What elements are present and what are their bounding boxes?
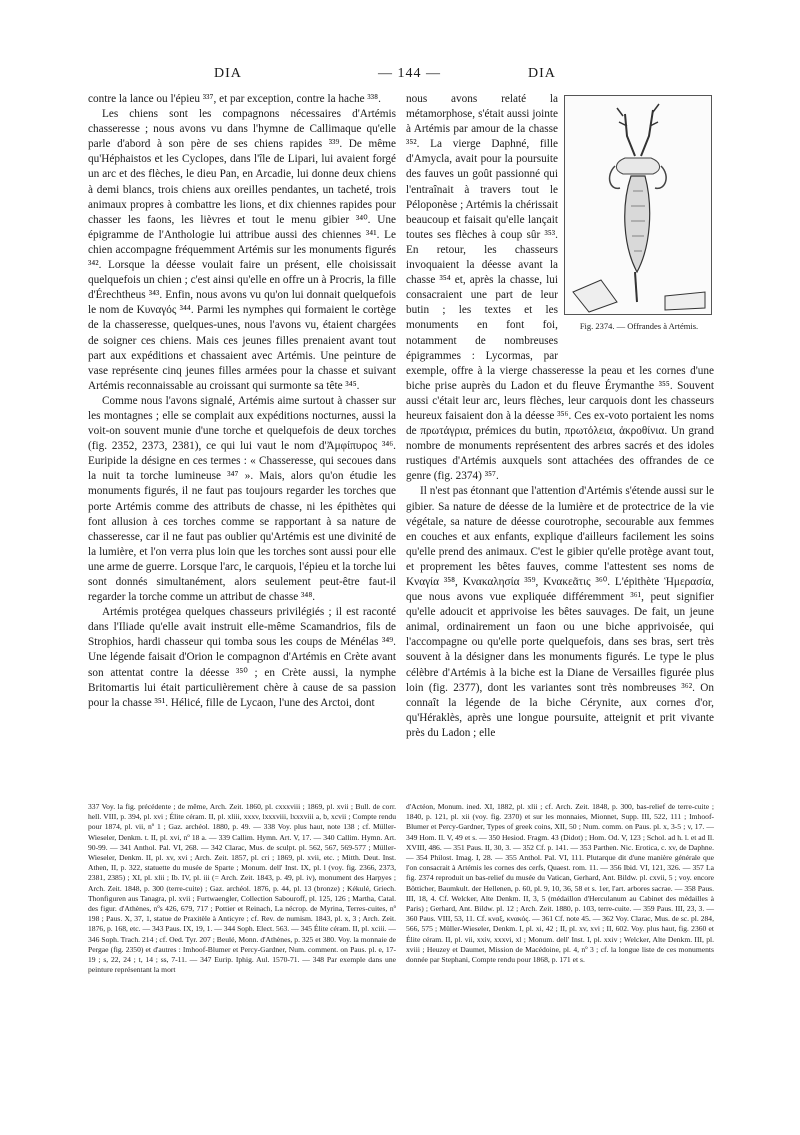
paragraph: Il n'est pas étonnant que l'attention d'Artémis s'étende aussi sur le gibier. Sa nature de déesse de la lumière et de protectrice de la vie végétale, sa nature de déesse courotrophe, secourable aux femmes en couches et aux enfants, explique d'ailleurs facilement les soins qu'elle prend des animaux. C'est le gibier qu'elle protège avant tout, et proprement les bêtes fauves, comme l'attestent ses noms de Κναγία ³⁵⁸, Κνακαλησία ³⁵⁹, Κνακεᾶτις ³⁶⁰. L'épithète Ἡμερασία, que nous avons vue expliquée différemment ³⁶¹, peut signifier qu'elle adoucit et apprivoise les bêtes sauvages. De fait, un jeune animal, ordinairement un faon ou une biche apprivoisée, qui l'accompagne ou qu'elle porte quelquefois, dans ses bras, sert très souvent à la désigner dans les monuments figurés. Le type le plus célèbre d'Artémis à la biche est la Diane de Versailles figurée plus loin (fig. 2377), dont les variantes sont très nombreuses ³⁶². On connaît la légende de la biche Cérynite, aux cornes d'or, qu'Héraklès, après une longue poursuite, atteignit et prit vivante près du Ladon ; elle — [406, 485, 714, 739]
figure-image — [564, 95, 712, 315]
paragraph: nous avons relaté la métamorphose, s'était aussi jointe à Artémis par amour de la chasse ³⁵². La vierge Daphné, fille d'Amycla, avait pour la poursuite des fauves un goût passionné qui l'entraînait à travers tout le Péloponèse ; Artémis la chérissait beaucoup et faisait qu'elle lançait toutes ses flèches à coup sûr ³⁵³. En retour, les chasseurs invoquaient la déesse avant la chasse ³⁵⁴ et, après la chasse, lui consacraient une part de leur butin ; les textes et les monuments en font foi, notamment de nombreuses épigrammes : Lycormas, par exemple, offre à la vierge chasseresse la peau et les cornes d'une biche prise auprès du Ladon et du fleuve Érymanthe ³⁵⁵. Souvent aussi c'était leur arc, leurs flèches, leur carquois dont les chasseurs heureux faisaient don à la déesse ³⁵⁶. Ces ex-voto portaient les noms de πρωτάγρια, prémices du butin, πρωτόλεια, ἀκροθίνια. Un grand nombre de monuments représentent des arbres sacrés et des idoles rustiques d'Artémis auxquels sont attachées des offrandes de ce genre (fig. 2374) ³⁵⁷. — [406, 93, 714, 483]
running-head — [88, 62, 714, 86]
offerings-illustration-icon — [565, 96, 711, 314]
footnotes-left: 337 Voy. la fig. précédente ; de même, Arch. Zeit. 1860, pl. cxxxviii ; 1869, pl. xvii ; Bull. de corr. hell. VIII, p. 394, pl. xvi ; Élite céram. II, pl. xliii, xxxv, lxxxviii, lxxxviii a, b, xcvii ; Compte rendu pour 1874, pl. vii, nº 1 ; Gaz. archéol. 1880, p. 49. — 338 Voy. plus haut, note 138 ; cf. Müller-Wieseler, Denkm. t. II, pl. xvi, nº 18 a. — 339 Callim. Hymn. Art. V, 17. — 340 Callim. Hymn. Art. 90-99. — 341 Anthol. Pal. VI, 268. — 342 Clarac, Mus. de sculpt. pl. 562, 567, 569-577 ; Müller-Wieseler, Denkm. II, pl. xv, xvi ; Arch. Zeit. 1857, pl. cri ; 1869, pl. xvii, etc. ; Mitth. Deut. Inst. Athen, II, p. 322, statuette du musée de Sparte ; Monum. dell' Inst. IX, pl. l (voy. fig. 2366, 2373, 2381, 2385) ; XI, pl. xlii ; Ib. IV, pl. iii (= Arch. Zeit. 1843, p. 49, pl. iv), monument des Harpyes ; Arch. Zeit. 1848, p. 300 (terre-cuite) ; Gaz. archéol. 1876, p. 44, pl. 13 (bronze) ; Kékulé, Griech. Thonfiguren aus Tanagra, pl. xvii ; Furtwaengler, Collection Sabouroff, pl. 125, 126 ; Martha, Catal. des figur. d'Athènes, nºs 426, 679, 717 ; Pottier et Reinach, La nécrop. de Myrina, Terres-cuites, nº 198 ; Paus. X, 37, 1, statue de Praxitèle à Anticyre ; cf. Rev. de numism. 1843, pl. x, 3 ; Arch. Zeit. 1876, p. 168, etc. — 343 Paus. IX, 19, 1. — 344 Soph. Elect. 563. — 345 Élite céram. II, pl. xciii. — 346 Soph. Trach. 214 ; cf. Oed. Tyr. 207 ; Beulé, Monn. d'Athènes, p. 325 et 380. Voy. la monnaie de Pergae (fig. 2350) et d'autres : Imhoof-Blumer et Percy-Gardner, Num. comment. on Paus. pl. e, 17-19 ; s, 22, 24 ; t, 14 ; ss, 7-11. — 347 Eurip. Iphig. Aul. 1570-71. — 348 Par exemple dans une peinture représentant la mort — [88, 802, 396, 975]
running-head-right: DIA — [528, 66, 556, 81]
paragraph: Comme nous l'avons signalé, Artémis aime surtout à chasser sur les montagnes ; elle se complait aux expéditions nocturnes, aussi la voit-on souvent munie d'une torche et quelquefois de deux torches (fig. 2352, 2373, 2381), ce qui lui vaut le nom d'Ἀμφίπυρος ³⁴⁶. Euripide la désigne en ces termes : « Chasseresse, qui secoues dans la nuit ta torche lumineuse ³⁴⁷ ». Mais, alors qu'on étudie les monuments figurés, il ne faut pas toujours regarder les torches que porte Artémis comme des attributs de chasse, ni les épithètes qui font allusion à ces torches comme se rapportant à sa nature de chasseresse, car il ne faut pas oublier qu'Artémis est une divinité de la lumière, et l'on verra plus loin que les torches sont aussi pour elle une arme de guerre. Lorsque l'arc, le carquois, l'épieu et la torche lui sont donnés simultanément, alors seulement peut-être faut-il regarder la torche comme un attribut de chasse ³⁴⁸. — [88, 394, 396, 604]
paragraph: Artémis protégea quelques chasseurs privilégiés ; il est raconté dans l'Iliade qu'elle avait instruit elle-même Scamandrios, fils de Strophios, hardi chasseur qui tomba sous les coups de Ménélas ³⁴⁹. Une légende faisait d'Orion le compagnon d'Artémis en Crète avant son attentat contre la déesse ³⁵⁰ ; en Crète aussi, la nymphe Britomartis lui était particulièrement chère à cause de sa passion pour la chasse ³⁵¹. Hélicé, fille de Lycaon, l'une des Arctoi, dont — [88, 606, 396, 709]
paragraph: Les chiens sont les compagnons nécessaires d'Artémis chasseresse ; nous avons vu dans l'hymne de Callimaque qu'elle parle d'abord à son père de ses chiens rapides ³³⁹. De même qu'Héphaistos et les Cyclopes, dans l'île de Lipari, lui avaient forgé un arc et des flèches, le dieu Pan, en Arcadie, lui donne deux chiens à demi blancs, trois chiens aux oreilles pendantes, un tacheté, trois animaux propres à combattre les lions, et dix chiennes rapides pour chasser les faons, les lièvres et tout le menu gibier ³⁴⁰. Une épigramme de l'Anthologie lui attribue aussi des chiennes ³⁴¹. Le chien accompagne fréquemment Artémis sur les monuments figurés ³⁴². Lorsque la déesse voulait faire un présent, elle choisissait quelquefois un chien ; c'est ainsi qu'elle en offre un à Procris, la fille d'Érechtheus ³⁴³. Enfin, nous avons vu qu'on lui donnait quelquefois le nom de Κυναγός ³⁴⁴. Parmi les nymphes qui formaient le cortège de la chasseresse, quelques-unes, nous l'avons vu, étaient chargées de soigner ces chiens. Mais ces jeunes filles prenaient avant tout part aux expéditions et chassaient avec Artémis. Une peinture de vase représente cinq jeunes filles armées pour la chasse et suivant Artémis reconnaissable au croissant qui surmonte sa tête ³⁴⁵. — [88, 108, 396, 392]
column-right — [406, 92, 714, 741]
page-number: — 144 — — [378, 66, 441, 81]
running-head-left: DIA — [214, 66, 242, 81]
figure-2374 — [564, 95, 714, 345]
column-left — [88, 92, 396, 711]
paragraph: contre la lance ou l'épieu ³³⁷, et par exception, contre la hache ³³⁸. — [88, 93, 381, 105]
dictionary-page — [88, 62, 714, 975]
footnotes-right: d'Actéon, Monum. ined. XI, 1882, pl. xlii ; cf. Arch. Zeit. 1848, p. 300, bas-relief de terre-cuite ; 1840, p. 121, pl. xii (voy. fig. 2370) et sur les monnaies, Mionnet, Supp. III, 522, 111 ; Imhoof-Blumer et Percy-Gardner, Types of greek coins, XII, 50 ; Num. comm. on Paus. pl. x, 3-5 ; v, 17. — 349 Hom. Il. V, 49 et s. — 350 Hesiod. Fragm. 43 (Didot) ; Hom. Od. V, 123 ; Schol. ad h. l. et ad Il. XVIII, 486. — 351 Paus. II, 30, 3. — 352 Cf. p. 141. — 353 Parthen. Nic. Erotica, c. xv, de Daphne. — 354 Philost. Imag. I, 28. — 355 Anthol. Pal. VI, 111. Plutarque dit d'une manière générale que l'on consacrait à Artémis les cornes des cerfs, Quaest. rom. 11. — 356 Ibid. VI, 121, 326. — 357 La fig. 2374 reproduit un bas-relief du musée du Vatican, Gerhard, Ant. Bildw. pl. cxvii, 5 ; voy. encore Bötticher, Baumkult. der Hellenen, p. 60, pl. 9, 10, 36, 58 et s. 1er, l'art. arbores sacrae. — 358 Paus. III, 18, 4. Cf. Welcker, Alte Denkm. II, 3, 5 (médaillon d'Herculanum au Cabinet des médailles à Paris) ; Gerhard, Ant. Bildw. pl. 12 ; Arch. Zeit. 1880, p. 103, terre-cuite. — 359 Paus. III, 23, 3. — 360 Paus. VIII, 53, 11. Cf. κναξ, κνακός. — 361 Cf. note 45. — 362 Voy. Clarac, Mus. de sc. pl. 284, 566, 575 ; Müller-Wieseler, Denkm. I, pl. xi, 42 ; II, pl. xv, xvi ; II, 602. Voy. plus haut, fig. 2360 et Élite céram. II, pl. vii, xxiv, xxxvi, xl ; Monum. dell' Inst. I, pl. xxiv ; Welcker, Alte Denkm. III, pl. xviii ; Heuzey et Daumet, Mission de Macédoine, pl. 4, nº 3 ; cf. la longue liste de ces monuments donnée par Stephani, Compte rendu pour 1868, p. 171 et s. — [406, 802, 714, 965]
figure-caption: Fig. 2374. — Offrandes à Artémis. — [579, 321, 699, 331]
